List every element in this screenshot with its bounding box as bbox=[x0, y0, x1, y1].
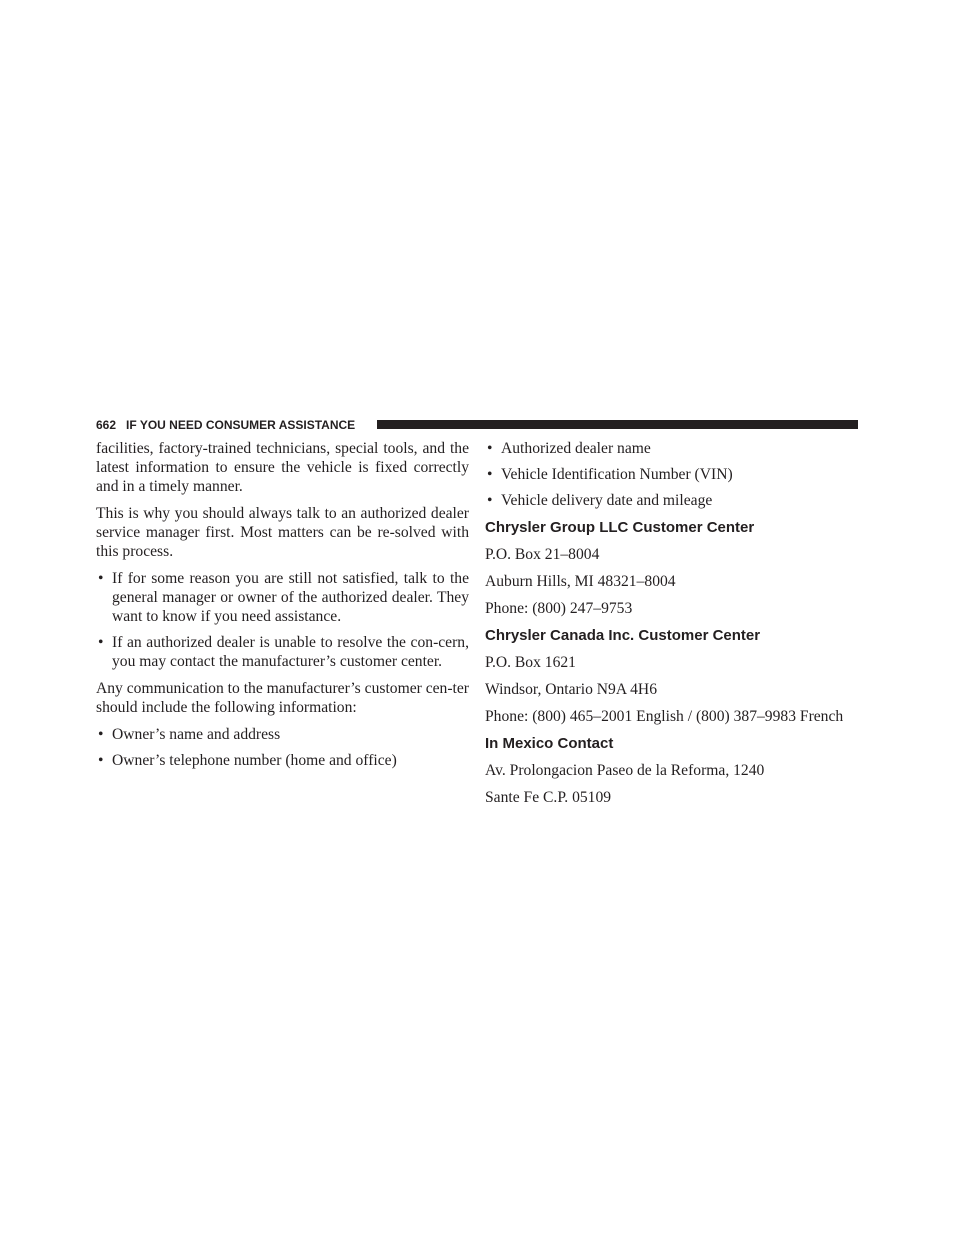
section-title: IF YOU NEED CONSUMER ASSISTANCE bbox=[126, 418, 356, 432]
paragraph: facilities, factory-trained technicians, special tools, and the latest information to ensure the vehicle is fixed correctly and in a timely manner. bbox=[96, 440, 469, 495]
address-line: Sante Fe C.P. 05109 bbox=[485, 789, 612, 806]
phone-line: Phone: (800) 247–9753 bbox=[485, 600, 633, 617]
list-item: • If for some reason you are still not satisfied, talk to the general manager or owner of the authorized dealer. They want to know if you need assistance. bbox=[96, 569, 469, 626]
header-text bbox=[96, 418, 355, 432]
address-line: P.O. Box 1621 bbox=[485, 654, 576, 671]
section-heading: Chrysler Canada Inc. Customer Center bbox=[485, 627, 761, 644]
paragraph: Any communication to the manufacturer’s customer cen-ter should include the following information: bbox=[96, 680, 469, 716]
address-line: Windsor, Ontario N9A 4H6 bbox=[485, 681, 657, 698]
address-line: P.O. Box 21–8004 bbox=[485, 546, 600, 563]
phone-line: Phone: (800) 465–2001 English / (800) 387–9983 French bbox=[485, 708, 844, 725]
page-header bbox=[96, 418, 858, 432]
contact-chrysler-group bbox=[485, 518, 865, 618]
bullet-list bbox=[96, 569, 469, 671]
contact-mexico bbox=[485, 734, 865, 807]
list-item: • Vehicle delivery date and mileage bbox=[485, 491, 865, 510]
list-item: • If an authorized dealer is unable to resolve the con-cern, you may contact the manufacturer’s customer center. bbox=[96, 633, 469, 671]
bullet-list bbox=[96, 725, 469, 770]
left-column bbox=[96, 439, 469, 778]
list-item: • Vehicle Identification Number (VIN) bbox=[485, 465, 865, 484]
address-line: Av. Prolongacion Paseo de la Reforma, 1240 bbox=[485, 762, 765, 779]
bullet-list bbox=[485, 439, 865, 510]
right-column bbox=[485, 439, 865, 815]
contact-chrysler-canada bbox=[485, 626, 865, 726]
page-number: 662 bbox=[96, 418, 117, 432]
header-rule bbox=[377, 420, 858, 429]
paragraph: This is why you should always talk to an authorized dealer service manager first. Most matters can be re-solved with this process. bbox=[96, 505, 469, 560]
section-heading: Chrysler Group LLC Customer Center bbox=[485, 519, 755, 536]
address-line: Auburn Hills, MI 48321–8004 bbox=[485, 573, 676, 590]
list-item: • Owner’s telephone number (home and office) bbox=[96, 751, 469, 770]
section-heading: In Mexico Contact bbox=[485, 735, 614, 752]
list-item: • Owner’s name and address bbox=[96, 725, 469, 744]
list-item: • Authorized dealer name bbox=[485, 439, 865, 458]
